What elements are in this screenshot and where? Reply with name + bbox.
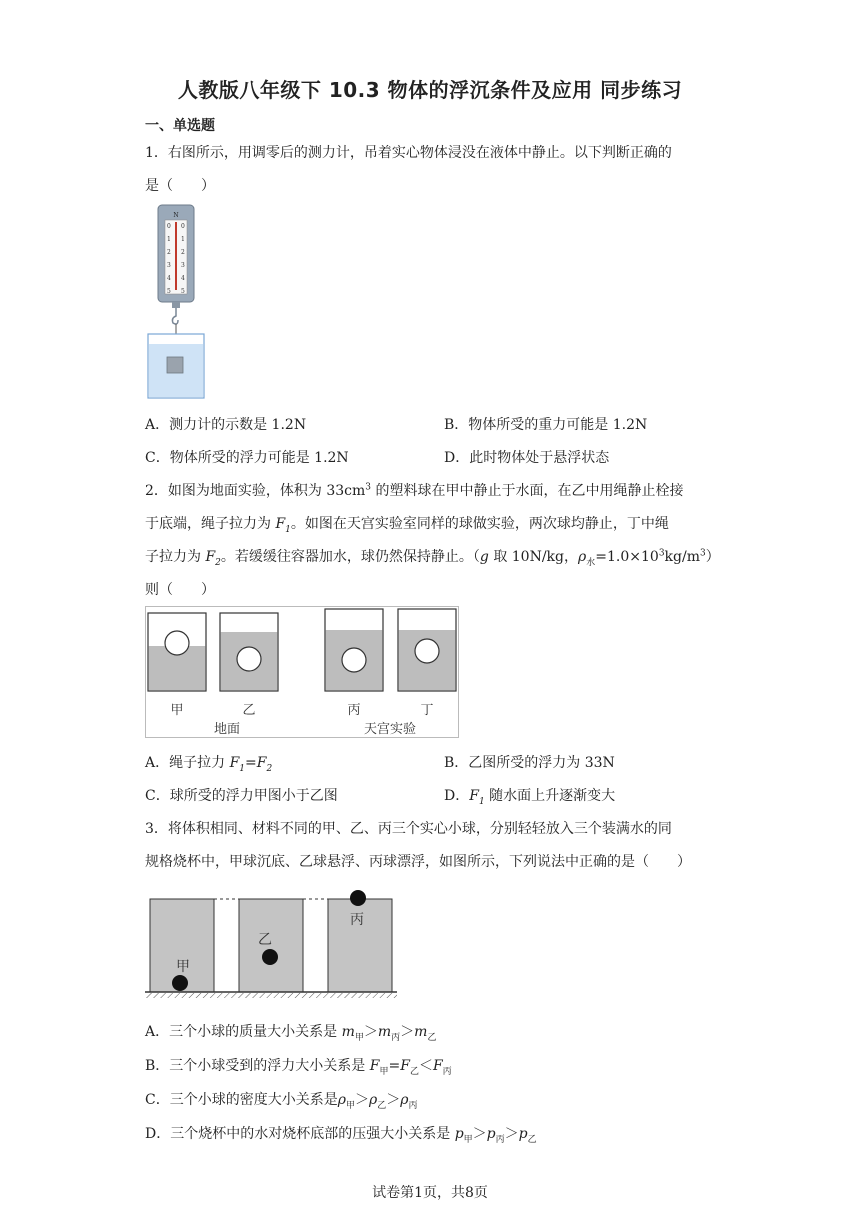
svg-text:0: 0 — [181, 223, 185, 230]
q2-line1: 2．如图为地面实验，体积为 $33cm^3$ 的塑料球在甲中静止于水面，在乙中用绳静止栓接 — [145, 482, 684, 499]
ball-bing — [350, 890, 366, 906]
q2-option-d[interactable]: D．$F_1$ 随水面上升逐渐变大 — [444, 788, 616, 807]
svg-text:5: 5 — [181, 288, 185, 295]
svg-text:1: 1 — [181, 236, 185, 243]
svg-text:2: 2 — [167, 249, 171, 256]
q1-option-c[interactable]: C．物体所受的浮力可能是 1.2N — [145, 450, 349, 466]
page-footer: 试卷第1页，共8页 — [372, 1185, 488, 1201]
fig3-label-jia: 甲 — [176, 959, 190, 975]
q2-option-c[interactable]: C．球所受的浮力甲图小于乙图 — [145, 788, 338, 804]
three-balls-figure — [145, 886, 400, 1000]
q1-line2: 是（ ） — [145, 178, 215, 194]
q1-option-a[interactable]: A．测力计的示数是 1.2N — [145, 417, 307, 433]
q1-option-b[interactable]: B．物体所受的重力可能是 1.2N — [444, 417, 648, 433]
q3-option-a[interactable]: A．三个小球的质量大小关系是 $m_甲>m_丙>m_乙$ — [145, 1024, 437, 1043]
svg-text:3: 3 — [181, 262, 185, 269]
label-yi: 乙 — [242, 703, 256, 718]
ball-yi — [262, 949, 278, 965]
q2-line3: 子拉力为 $F_2$。若缓缓往容器加水，球仍然保持静止。（g 取 10N/kg，$\rho_水=1.0\times 10^3kg/m^3$） — [145, 548, 720, 568]
svg-text:0: 0 — [167, 223, 171, 230]
q2-line4: 则（ ） — [145, 582, 215, 598]
q2-option-b[interactable]: B．乙图所受的浮力为 33N — [444, 755, 615, 771]
svg-text:2: 2 — [181, 249, 185, 256]
q3-option-c[interactable]: C．三个小球的密度大小关系是$\rho_甲>\rho_乙>\rho_丙$ — [145, 1092, 418, 1111]
svg-text:4: 4 — [167, 275, 171, 282]
q2-option-a[interactable]: A．绳子拉力 $F_1=F_2$ — [145, 755, 273, 774]
label-ding: 丁 — [420, 703, 434, 718]
svg-text:1: 1 — [167, 236, 171, 243]
spring-scale-figure — [145, 202, 207, 400]
fig3-label-yi: 乙 — [258, 932, 272, 948]
label-jia: 甲 — [170, 703, 184, 718]
q1-line1: 1．右图所示，用调零后的测力计，吊着实心物体浸没在液体中静止。以下判断正确的 — [145, 145, 672, 161]
q3-line1: 3．将体积相同、材料不同的甲、乙、丙三个实心小球，分别轻轻放入三个装满水的同 — [145, 821, 672, 837]
svg-text:4: 4 — [181, 275, 185, 282]
page-title: 人教版八年级下 10.3 物体的浮沉条件及应用 同步练习 — [177, 78, 683, 102]
scale-unit: N — [173, 212, 179, 219]
q3-option-b[interactable]: B．三个小球受到的浮力大小关系是 $F_甲=F_乙<F_丙$ — [145, 1058, 452, 1077]
q2-line2: 于底端，绳子拉力为 $F_1$。如图在天宫实验室同样的球做实验，两次球均静止，丁中绳 — [145, 516, 669, 535]
label-space: 天宫实验 — [363, 722, 417, 737]
q3-line2: 规格烧杯中，甲球沉底、乙球悬浮、丙球漂浮，如图所示，下列说法中正确的是（ ） — [145, 854, 691, 870]
q1-option-d[interactable]: D．此时物体处于悬浮状态 — [444, 450, 610, 466]
fig3-label-bing: 丙 — [350, 912, 364, 928]
label-bing: 丙 — [347, 703, 361, 718]
q3-option-d[interactable]: D．三个烧杯中的水对烧杯底部的压强大小关系是 $p_甲>p_丙>p_乙$ — [145, 1126, 537, 1145]
label-ground: 地面 — [213, 722, 241, 737]
ball-jia — [172, 975, 188, 991]
svg-text:3: 3 — [167, 262, 171, 269]
balloon-experiment-figure — [145, 606, 460, 739]
svg-text:5: 5 — [167, 288, 171, 295]
section-heading: 一、单选题 — [145, 118, 215, 134]
